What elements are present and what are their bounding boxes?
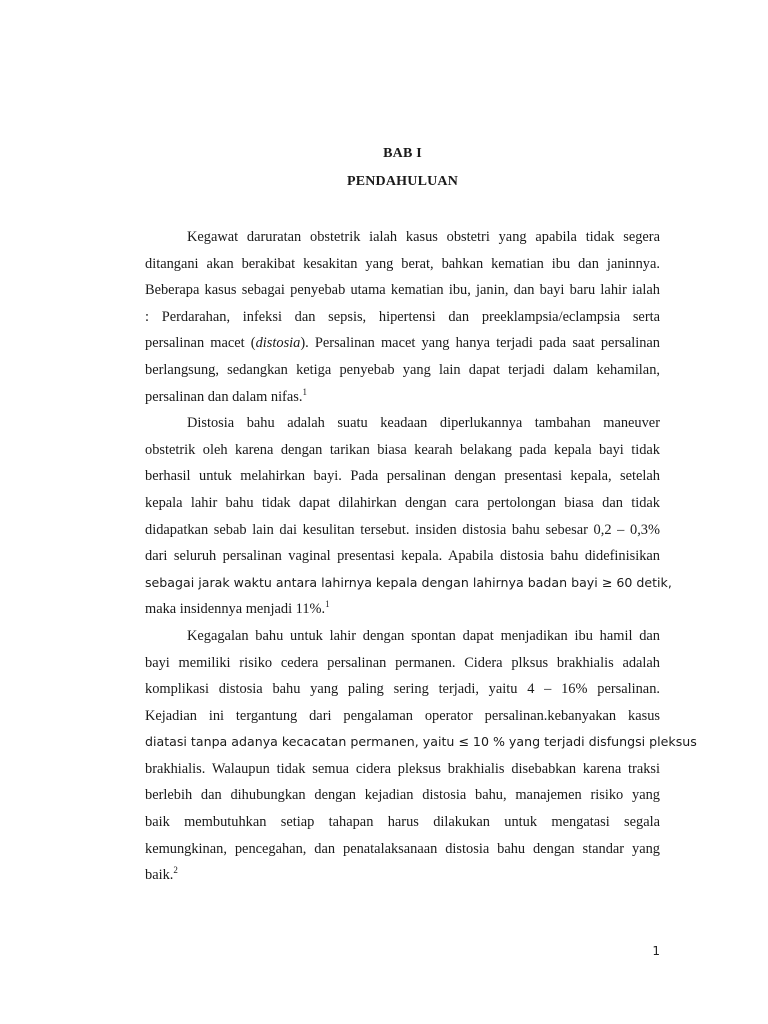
text-line: sebagai jarak waktu antara lahirnya kepala dengan lahirnya badan bayi ≥ 60 detik, (145, 574, 672, 590)
footnote-reference: 1 (325, 599, 330, 610)
text-line: obstetrik oleh karena dengan tarikan biasa kearah belakang pada kepala bayi tidak (145, 441, 660, 458)
text-line: : Perdarahan, infeksi dan sepsis, hipertensi dan preeklampsia/eclampsia serta (145, 308, 660, 325)
paragraph-1 (145, 224, 660, 410)
text-segment: baik. (145, 867, 174, 884)
page-number: 1 (652, 944, 660, 958)
text-line: Distosia bahu adalah suatu keadaan diperlukannya tambahan maneuver (187, 415, 660, 432)
paragraph-3 (145, 623, 697, 889)
text-segment: ). Persalinan macet yang hanya terjadi pada saat persalinan (300, 335, 660, 352)
text-segment: persalinan dan dalam nifas. (145, 388, 303, 405)
text-line: ditangani akan berakibat kesakitan yang berat, bahkan kematian ibu dan janinnya. (145, 255, 660, 272)
text-line: bayi memiliki risiko cedera persalinan permanen. Cidera plksus brakhialis adalah (145, 654, 660, 671)
text-line: brakhialis. Walaupun tidak semua cidera pleksus brakhialis disebabkan karena traksi (145, 760, 660, 777)
text-line: Beberapa kasus sebagai penyebab utama kematian ibu, janin, dan bayi baru lahir ialah (145, 282, 660, 299)
text-line: kepala lahir bahu tidak dapat dilahirkan dengan cara pertolongan biasa dan tidak (145, 494, 660, 511)
chapter-title: PENDAHULUAN (346, 174, 459, 189)
text-segment: persalinan macet ( (145, 335, 256, 352)
text-line: baik membutuhkan setiap tahapan harus dilakukan untuk mengatasi segala (145, 814, 660, 831)
paragraph-2 (145, 410, 672, 623)
text-line: Kegawat daruratan obstetrik ialah kasus obstetri yang apabila tidak segera (187, 229, 660, 245)
text-line (145, 596, 660, 623)
text-line (145, 384, 660, 411)
text-line: berlangsung, sedangkan ketiga penyebab yang lain dapat terjadi dalam kehamilan, (145, 361, 660, 378)
text-line: dari seluruh persalinan vaginal presentasi kepala. Apabila distosia bahu didefinisikan (145, 548, 660, 565)
footnote-reference: 2 (173, 865, 178, 876)
text-line: Kegagalan bahu untuk lahir dengan spontan dapat menjadikan ibu hamil dan (187, 627, 660, 644)
text-line: didapatkan sebab lain dai kesulitan tersebut. insiden distosia bahu sebesar 0,2 – 0,3% (145, 521, 660, 538)
text-segment: maka insidennya menjadi 11%. (145, 601, 326, 618)
body-text (145, 224, 697, 889)
text-line: komplikasi distosia bahu yang paling sering terjadi, yaitu 4 – 16% persalinan. (145, 681, 660, 698)
text-line: berlebih dan dihubungkan dengan kejadian distosia bahu, manajemen risiko yang (145, 787, 660, 804)
text-line (145, 862, 660, 889)
text-line: diatasi tanpa adanya kecacatan permanen, yaitu ≤ 10 % yang terjadi disfungsi pleksus (145, 734, 697, 750)
text-line: berhasil untuk melahirkan bayi. Pada persalinan dengan presentasi kepala, setelah (145, 468, 660, 485)
footnote-reference: 1 (302, 386, 307, 397)
text-line: kemungkinan, pencegahan, dan penatalaksanaan distosia bahu dengan standar yang (145, 840, 660, 857)
text-line: Kejadian ini tergantung dari pengalaman operator persalinan.kebanyakan kasus (145, 707, 660, 724)
italic-term: distosia (255, 335, 301, 352)
text-line (145, 330, 660, 357)
chapter-label: BAB I (383, 146, 422, 161)
